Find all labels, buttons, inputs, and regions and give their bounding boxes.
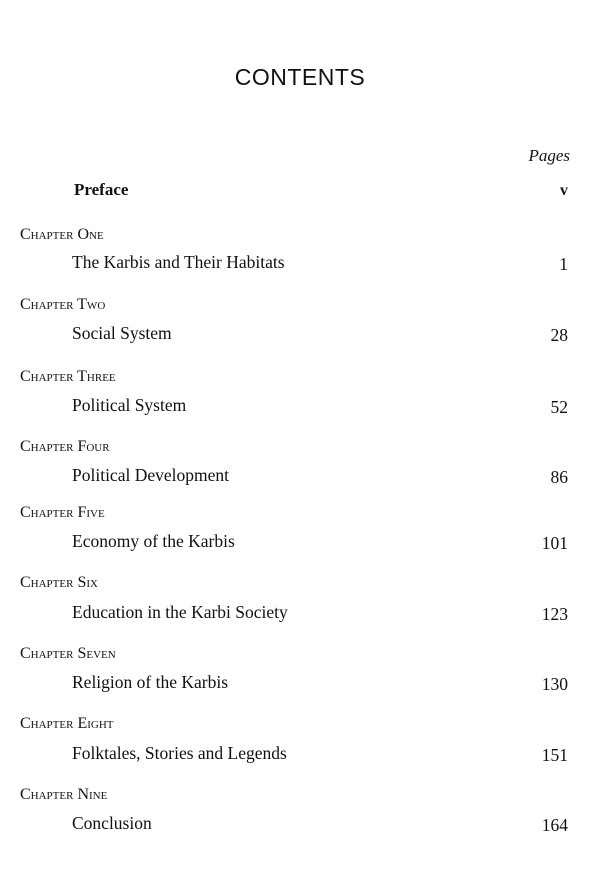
chapter-page-number: 1	[559, 254, 568, 274]
chapter-title: Political System	[72, 395, 187, 415]
preface-label: Preface	[74, 180, 129, 199]
page-title: CONTENTS	[234, 64, 366, 90]
chapter-page-number: 123	[541, 604, 568, 624]
chapter-title: Conclusion	[72, 813, 152, 833]
chapter-label: Chapter Seven	[20, 645, 116, 662]
chapter-label: Chapter One	[20, 226, 104, 243]
chapter-title: Economy of the Karbis	[72, 531, 235, 551]
chapter-label: Chapter Eight	[20, 715, 114, 732]
preface-page-number: v	[560, 182, 568, 199]
chapter-label: Chapter Two	[20, 296, 106, 313]
chapter-title: Education in the Karbi Society	[72, 602, 288, 622]
chapter-title: Political Development	[72, 465, 229, 485]
chapter-label: Chapter Three	[20, 368, 116, 385]
chapter-label: Chapter Four	[20, 438, 110, 455]
pages-column-label: Pages	[528, 146, 570, 165]
chapter-title: The Karbis and Their Habitats	[72, 252, 285, 272]
chapter-title: Religion of the Karbis	[72, 672, 229, 692]
chapter-page-number: 28	[550, 325, 568, 345]
chapter-page-number: 86	[550, 467, 568, 487]
chapter-page-number: 52	[550, 397, 568, 417]
chapter-page-number: 101	[541, 533, 568, 553]
chapter-label: Chapter Six	[20, 574, 98, 591]
chapter-label: Chapter Five	[20, 504, 105, 521]
chapter-page-number: 130	[541, 674, 568, 694]
chapter-title: Social System	[72, 323, 172, 343]
chapter-label: Chapter Nine	[20, 786, 108, 803]
chapter-page-number: 164	[541, 815, 568, 835]
chapter-title: Folktales, Stories and Legends	[72, 743, 287, 763]
chapter-page-number: 151	[541, 745, 568, 765]
